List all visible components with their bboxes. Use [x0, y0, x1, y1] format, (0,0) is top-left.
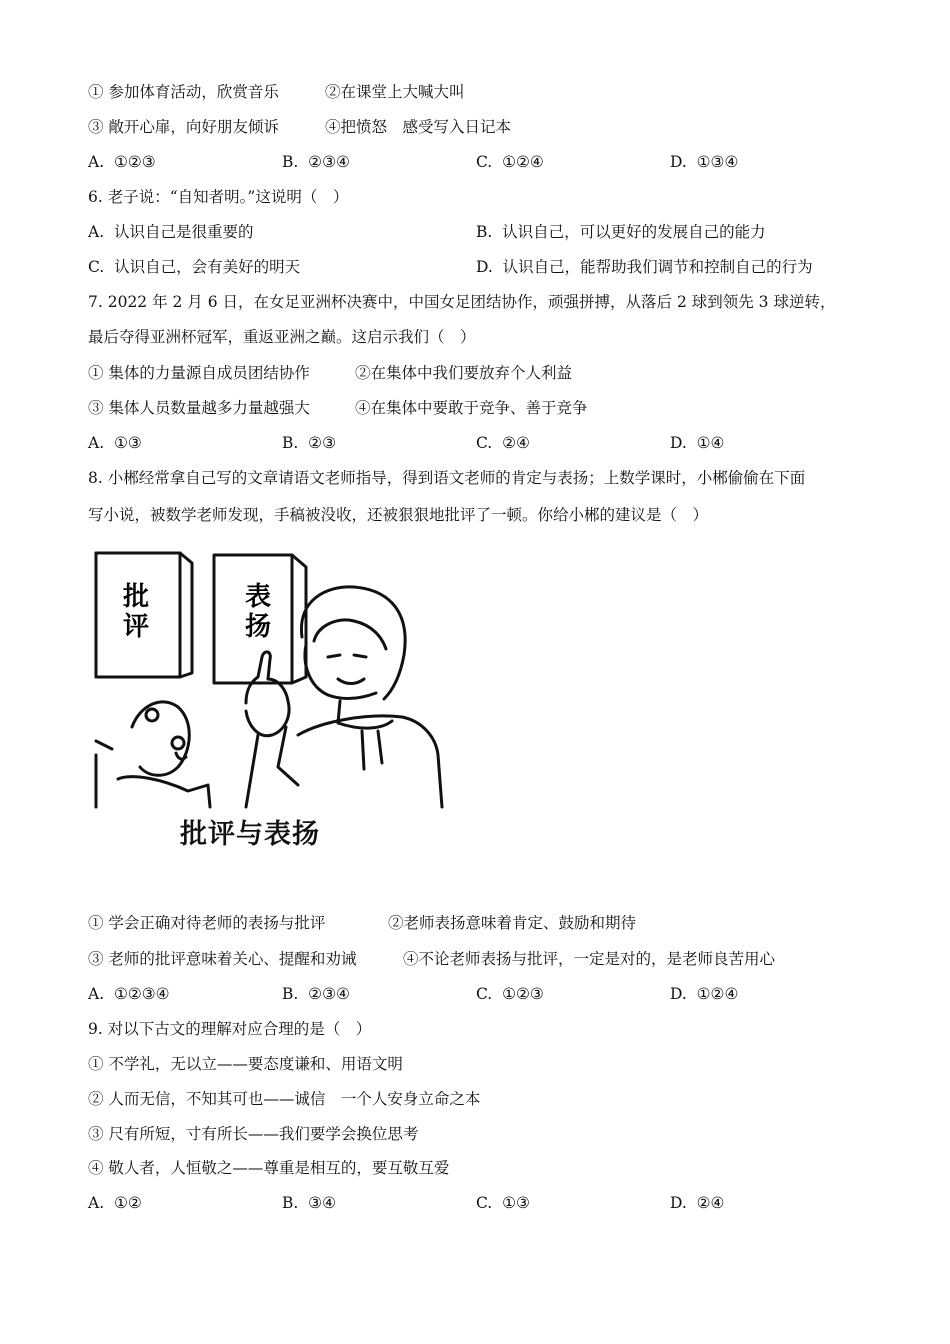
q5-option-d[interactable]: D. ①③④	[670, 153, 739, 171]
book-left-title: 批评	[122, 582, 150, 642]
q8-option-b[interactable]: B. ②③④	[282, 985, 350, 1003]
q9-statement-1: ① 不学礼，无以立——要态度谦和、用语文明	[88, 1055, 403, 1073]
book-right-title: 表扬	[244, 582, 272, 642]
q8-statement-3: ③ 老师的批评意味着关心、提醒和劝诫	[88, 950, 357, 968]
q5-option-c[interactable]: C. ①②④	[476, 153, 544, 171]
q7-statement-2: ②在集体中我们要放弃个人利益	[355, 364, 573, 382]
q9-option-a[interactable]: A. ①②	[88, 1194, 142, 1212]
q9-statement-4: ④ 敬人者，人恒敬之——尊重是相互的，要互敬互爱	[88, 1159, 450, 1177]
q5-statement-1: ① 参加体育活动，欣赏音乐	[88, 83, 279, 101]
q8-stem-line-1: 8. 小郴经常拿自己写的文章请语文老师指导，得到语文老师的肯定与表扬；上数学课时，小郴偷偷在下面	[88, 469, 806, 487]
q8-option-d[interactable]: D. ①②④	[670, 985, 739, 1003]
q9-stem: 9. 对以下古文的理解对应合理的是（ ）	[88, 1020, 372, 1038]
q5-option-a[interactable]: A. ①②③	[88, 153, 156, 171]
q6-option-a[interactable]: A. 认识自己是很重要的	[88, 223, 254, 241]
q5-option-b[interactable]: B. ②③④	[282, 153, 350, 171]
q9-statement-3: ③ 尺有所短，寸有所长——我们要学会换位思考	[88, 1125, 419, 1143]
q5-statement-4: ④把愤怒 感受写入日记本	[325, 118, 512, 136]
q8-statement-1: ① 学会正确对待老师的表扬与批评	[88, 914, 326, 932]
criticism-praise-illustration	[92, 545, 452, 850]
q9-option-b[interactable]: B. ③④	[282, 1194, 336, 1212]
q7-statement-4: ④在集体中要敢于竞争、善于竞争	[355, 399, 588, 417]
q6-stem: 6. 老子说：“自知者明。”这说明（ ）	[88, 188, 349, 206]
q8-statement-2: ②老师表扬意味着肯定、鼓励和期待	[388, 914, 637, 932]
q9-option-d[interactable]: D. ②④	[670, 1194, 725, 1212]
q7-option-b[interactable]: B. ②③	[282, 434, 336, 452]
q7-option-c[interactable]: C. ②④	[476, 434, 530, 452]
q7-statement-1: ① 集体的力量源自成员团结协作	[88, 364, 310, 382]
q9-statement-2: ② 人而无信，不知其可也——诚信 一个人安身立命之本	[88, 1090, 481, 1108]
q5-statement-2: ②在课堂上大喊大叫	[325, 83, 465, 101]
illustration-caption: 批评与表扬	[180, 819, 320, 850]
q7-option-d[interactable]: D. ①④	[670, 434, 725, 452]
q7-option-a[interactable]: A. ①③	[88, 434, 142, 452]
q7-stem-line-1: 7. 2022 年 2 月 6 日，在女足亚洲杯决赛中，中国女足团结协作，顽强拼搏，从落后 2 球到领先 3 球逆转，	[88, 293, 836, 311]
q6-option-d[interactable]: D. 认识自己，能帮助我们调节和控制自己的行为	[476, 258, 813, 276]
q5-statement-3: ③ 敞开心扉，向好朋友倾诉	[88, 118, 279, 136]
q6-option-c[interactable]: C. 认识自己，会有美好的明天	[88, 258, 301, 276]
q8-option-c[interactable]: C. ①②③	[476, 985, 544, 1003]
q8-stem-line-2: 写小说，被数学老师发现，手稿被没收，还被狠狠地批评了一顿。你给小郴的建议是（ ）	[88, 506, 709, 524]
q9-option-c[interactable]: C. ①③	[476, 1194, 530, 1212]
q7-statement-3: ③ 集体人员数量越多力量越强大	[88, 399, 310, 417]
q6-option-b[interactable]: B. 认识自己，可以更好的发展自己的能力	[476, 223, 766, 241]
q8-statement-4: ④不论老师表扬与批评，一定是对的，是老师良苦用心	[403, 950, 776, 968]
q7-stem-line-2: 最后夺得亚洲杯冠军，重返亚洲之巅。这启示我们（ ）	[88, 328, 476, 346]
q8-option-a[interactable]: A. ①②③④	[88, 985, 170, 1003]
